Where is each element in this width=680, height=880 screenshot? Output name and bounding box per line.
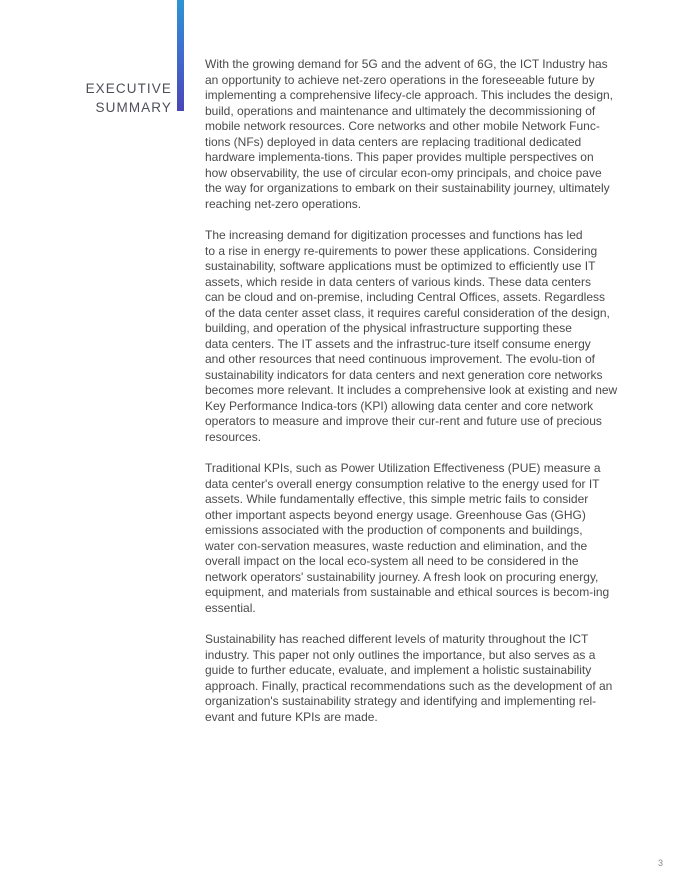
paragraph-traditional-kpis: Traditional KPIs, such as Power Utilization Effectiveness (PUE) measure a data center's overall energy consumption relative to the energy used for IT assets. While fundamentally effective, this simple metric fails to consider other important aspects beyond energy usage. Greenhouse Gas (GHG) emissions associated with the production of components and buildings, water con-servation measures, waste reduction and elimination, and the overall impact on the local eco-system all need to be considered in the network operators' sustainability journey. A fresh look on procuring energy, equipment, and materials from sustainable and ethical sources is becom-ing essential. [205, 461, 610, 615]
section-heading-line-2: SUMMARY [95, 100, 172, 115]
section-heading-line-1: EXECUTIVE [85, 81, 172, 96]
paragraph-energy-demand: The increasing demand for digitization processes and functions has led to a rise in energy re-quirements to power these applications. Considering sustainability, software applications must be optimized to efficiently use IT assets, which reside in data centers of various kinds. These data centers can be cloud and on-premise, including Central Offices, assets. Regardless of the data center asset class, it requires careful consideration of the design, building, and operation of the physical infrastructure supporting these data centers. The IT assets and the infrastruc-ture itself consume energy and other resources that need continuous improvement. The evolu-tion of sustainability indicators for data centers and next generation core networks becomes more relevant. It includes a comprehensive look at existing and new Key Performance Indica-tors (KPI) allowing data center and core network operators to measure and improve their cur-rent and future use of precious resources. [205, 228, 618, 444]
section-heading [86, 79, 172, 117]
paragraph-recommendations: Sustainability has reached different levels of maturity throughout the ICT industry. This paper not only outlines the importance, but also serves as a guide to further educate, evaluate, and implement a holistic sustainability approach. Finally, practical recommendations such as the development of an organization's sustainability strategy and identifying and implementing rel- evant and future KPIs are made. [205, 632, 613, 724]
page-number: 3 [657, 858, 663, 868]
accent-bar [177, 0, 184, 111]
paragraph-intro: With the growing demand for 5G and the advent of 6G, the ICT Industry has an opportunity to achieve net-zero operations in the foreseeable future by implementing a comprehensive lifecy-cle approach. This includes the design, build, operations and maintenance and ultimately the decommissioning of mobile network resources. Core networks and other mobile Network Func- tions (NFs) deployed in data centers are replacing traditional dedicated hardware implementa-tions. This paper provides multiple perspectives on how observability, the use of circular econ-omy principals, and choice pave the way for organizations to embark on their sustainability journey, ultimately reaching net-zero operations. [205, 57, 613, 211]
body-text [205, 57, 619, 741]
